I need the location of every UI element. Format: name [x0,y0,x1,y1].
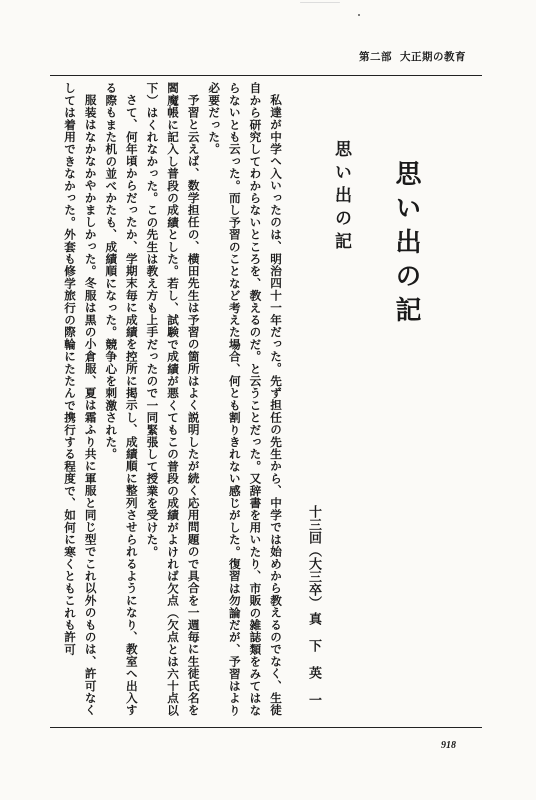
header-section: 大正期の教育 [400,51,466,63]
body-paragraph: 服装はなかなかやかましかった。冬服は黒の小倉服、夏は霜ふり共に軍服と同じ型でこれ以外のものは、許可なくしては着用できなかった。外套も修学旅行の際輪にたたんで携行する程度で、如何に寒くともこれも許可 [63,82,98,716]
article-body [46,82,286,727]
body-paragraph: 予習と云えば、数学担任の、横田先生は予習の箇所はよく説明したが続く応用問題ので具合を一週毎に生徒氏名を閻魔帳に記入し普段の成績とした。若し、試験で成績が悪くてもこの普段の成績がよければ欠点（欠点とは六十点以下）はくれなかった。この先生は教え方も上手だったので一同緊張して授業を受けた。 [145,82,201,717]
body-paragraph: さて、何年頃からだったか、学期末毎に成績を控所に掲示し、成績順に整列させられるようになり、教室へ出入する際もまた机の並べかたも、成績順になった。競争心を刺激された。 [104,82,139,716]
running-header [359,49,466,64]
author-class: 十三回（大三卒） [306,505,321,609]
article-title: 思い出の記 [391,160,421,330]
scan-mark [300,2,340,3]
top-rule [50,75,482,76]
body-paragraph: 私達が中学へ入いったのは、明治四十一年だった。先ず担任の先生から、中学では始めから教えるのでなく、生徒自から研究してわからないところを、教えるのだ。と云うことだった。又辞書を用いたり、市販の雑誌類をみてはならないとも云った。而し予習のことなど考えた場合、何とも割りきれない感じがした。復習は勿論だが、予習はより必要だった。 [207,82,283,717]
bottom-rule [50,727,482,728]
header-part: 第二部 [359,51,392,63]
article-subtitle: 思い出の記 [331,140,351,255]
scan-speck [358,14,360,16]
page-number: 918 [441,740,456,751]
author-name: 真下英一 [306,612,321,720]
author-line [304,505,323,720]
